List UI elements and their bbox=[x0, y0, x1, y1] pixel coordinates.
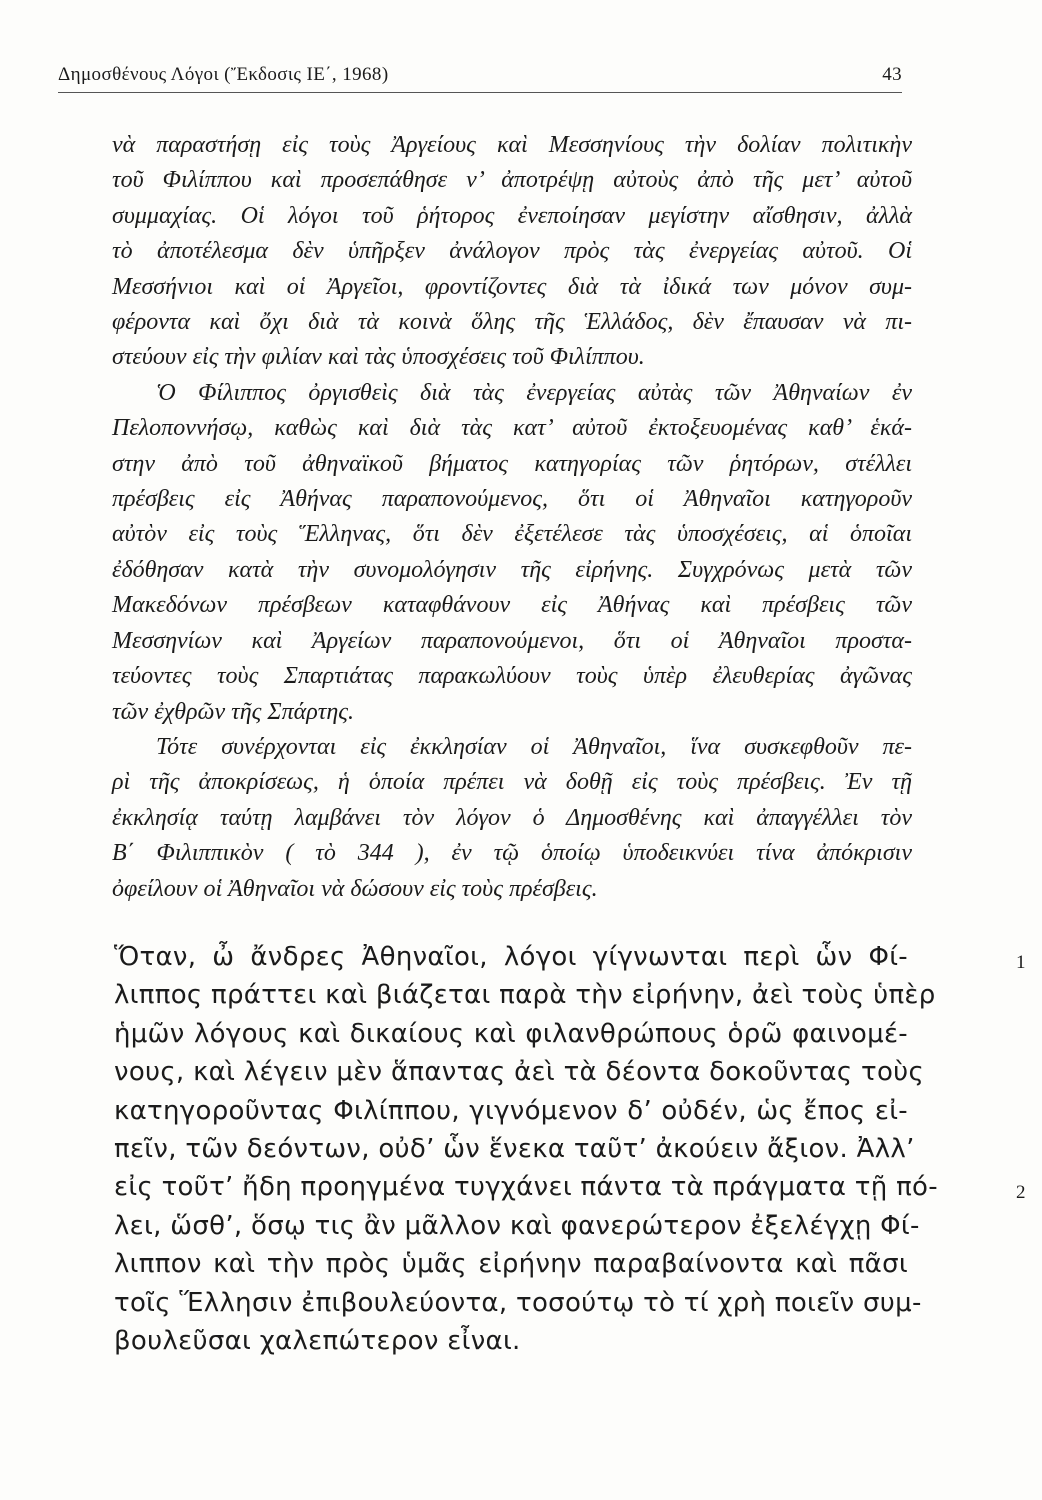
summary-line: Τότε συνέρχονται εἰς ἐκκλησίαν οἱ Ἀθηναῖοι, ἵνα συσκεφθοῦν πε- bbox=[156, 733, 912, 760]
summary-line: συμμαχίας. Οἱ λόγοι τοῦ ῥήτορος ἐνεποίησαν μεγίστην αἴσθησιν, ἀλλὰ bbox=[112, 202, 912, 229]
speech-line: Ὅταν, ὦ ἄνδρες Ἀθηναῖοι, λόγοι γίγνωνται περὶ ὧν Φί- bbox=[114, 942, 908, 972]
summary-line: αὐτὸν εἰς τοὺς Ἕλληνας, ὅτι δὲν ἐξετέλεσε τὰς ὑποσχέσεις, αἱ ὁποῖαι bbox=[112, 521, 912, 548]
speech-text bbox=[114, 938, 938, 1360]
summary-line: Πελοποννήσῳ, καθὼς καὶ διὰ τὰς κατ’ αὐτοῦ ἐκτοξευομένας καθ’ ἑκά- bbox=[112, 415, 912, 442]
speech-line: νους, καὶ λέγειν μὲν ἅπαντας ἀεὶ τὰ δέοντα δοκοῦντας τοὺς bbox=[114, 1057, 925, 1088]
summary-line: πρέσβεις εἰς Ἀθήνας παραπονούμενος, ὅτι οἱ Ἀθηναῖοι κατηγοροῦν bbox=[112, 486, 912, 513]
summary-line: Μεσσήνιοι καὶ οἱ Ἀργεῖοι, φροντίζοντες διὰ τὰ ἰδικά των μόνον συμ- bbox=[112, 273, 912, 300]
summary-paragraph-1 bbox=[112, 128, 912, 376]
summary-line: Β΄ Φιλιππικὸν ( τὸ 344 ), ἐν τῷ ὁποίῳ ὑποδεικνύει τίνα ἀπόκρισιν bbox=[112, 840, 912, 867]
speech-line: λει, ὥσθ’, ὅσῳ τις ἂν μᾶλλον καὶ φανερώτερον ἐξελέγχῃ Φί- bbox=[114, 1210, 920, 1241]
summary-line: ὀφείλουν οἱ Ἀθηναῖοι νὰ δώσουν εἰς τοὺς πρέσβεις. bbox=[112, 875, 598, 902]
summary-line: τῶν ἐχθρῶν τῆς Σπάρτης. bbox=[112, 698, 354, 725]
summary-line: τοῦ Φιλίππου καὶ προσεπάθησε ν’ ἀποτρέψῃ αὐτοὺς ἀπὸ τῆς μετ’ αὐτοῦ bbox=[112, 167, 912, 194]
summary-line: ρὶ τῆς ἀποκρίσεως, ἡ ὁποία πρέπει νὰ δοθῇ εἰς τοὺς πρέσβεις. Ἐν τῇ bbox=[112, 769, 912, 796]
speech-line: πεῖν, τῶν δεόντων, οὐδ’ ὧν ἕνεκα ταῦτ’ ἀκούειν ἄξιον. Ἀλλ’ bbox=[114, 1134, 915, 1165]
summary-line: φέροντα καὶ ὄχι διὰ τὰ κοινὰ ὅλης τῆς Ἑλλάδος, δὲν ἔπαυσαν νὰ πι- bbox=[112, 309, 912, 336]
summary-line: ἐκκλησίᾳ ταύτῃ λαμβάνει τὸν λόγον ὁ Δημοσθένης καὶ ἀπαγγέλλει τὸν bbox=[112, 804, 912, 831]
speech-line: λιππος πράττει καὶ βιάζεται παρὰ τὴν εἰρήνην, ἀεὶ τοὺς ὑπὲρ bbox=[114, 980, 936, 1011]
summary-line: Μακεδόνων πρέσβεων καταφθάνουν εἰς Ἀθήνας καὶ πρέσβεις τῶν bbox=[112, 592, 912, 619]
page-number: 43 bbox=[882, 64, 902, 85]
summary-paragraph-2 bbox=[112, 376, 912, 730]
summary-line: Μεσσηνίων καὶ Ἀργείων παραπονούμενοι, ὅτι οἱ Ἀθηναῖοι προστα- bbox=[112, 627, 912, 654]
summary-line: νὰ παραστήσῃ εἰς τοὺς Ἀργείους καὶ Μεσσηνίους τὴν δολίαν πολιτικὴν bbox=[112, 132, 912, 158]
summary-line: τὸ ἀποτέλεσμα δὲν ὑπῆρξεν ἀνάλογον πρὸς τὰς ἐνεργείας αὐτοῦ. Οἱ bbox=[112, 238, 912, 265]
speech-line: ἡμῶν λόγους καὶ δικαίους καὶ φιλανθρώπους ὁρῶ φαινομέ- bbox=[114, 1018, 908, 1049]
speech-line: λιππον καὶ τὴν πρὸς ὑμᾶς εἰρήνην παραβαίνοντα καὶ πᾶσι bbox=[114, 1249, 908, 1280]
speech-line: βουλεῦσαι χαλεπώτερον εἶναι. bbox=[114, 1326, 521, 1357]
summary-line: τεύοντες τοὺς Σπαρτιάτας παρακωλύουν τοὺς ὑπὲρ ἐλευθερίας ἀγῶνας bbox=[112, 663, 912, 690]
speech-line: τοῖς Ἕλλησιν ἐπιβουλεύοντα, τοσούτῳ τὸ τί χρὴ ποιεῖν συμ- bbox=[114, 1287, 922, 1318]
speech-line: κατηγοροῦντας Φιλίππου, γιγνόμενον δ’ οὐδέν, ὡς ἔπος εἰ- bbox=[114, 1095, 908, 1126]
section-number: 2 bbox=[1016, 1182, 1026, 1203]
summary-line: στεύουν εἰς τὴν φιλίαν καὶ τὰς ὑποσχέσεις τοῦ Φιλίππου. bbox=[112, 344, 645, 371]
summary-line: στην ἀπὸ τοῦ ἀθηναϊκοῦ βήματος κατηγορίας τῶν ῥητόρων, στέλλει bbox=[112, 450, 912, 477]
header-rule bbox=[58, 92, 902, 93]
running-head bbox=[58, 64, 902, 90]
summary-line: Ὁ Φίλιππος ὀργισθεὶς διὰ τὰς ἐνεργείας αὐτὰς τῶν Ἀθηναίων ἐν bbox=[156, 379, 912, 406]
running-head-title: Δημοσθένους Λόγοι (Ἔκδοσις ΙΕ΄, 1968) bbox=[58, 64, 389, 85]
speech-line: εἰς τοῦτ’ ἤδη προηγμένα τυγχάνει πάντα τὰ πράγματα τῇ πό- bbox=[114, 1172, 938, 1203]
summary-paragraph-3 bbox=[112, 730, 912, 907]
introduction-summary bbox=[112, 128, 912, 907]
section-number: 1 bbox=[1016, 952, 1026, 973]
summary-line: ἐδόθησαν κατὰ τὴν συνομολόγησιν τῆς εἰρήνης. Συγχρόνως μετὰ τῶν bbox=[112, 556, 912, 583]
